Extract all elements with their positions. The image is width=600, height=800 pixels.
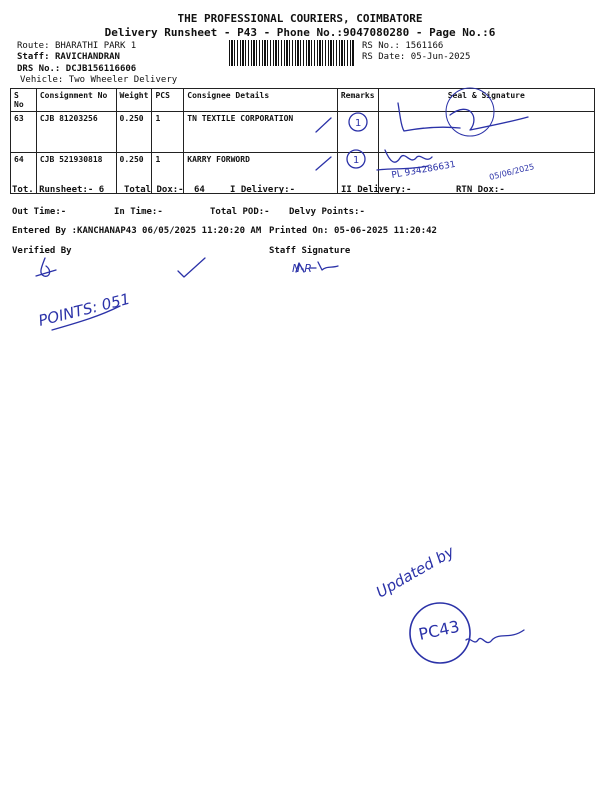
verifier-signature	[36, 258, 56, 276]
out-time: Out Time:-	[12, 207, 67, 217]
cell-weight: 0.250	[116, 153, 152, 194]
staff-initials: N-R	[292, 262, 312, 275]
remark-digit: 1	[353, 155, 360, 166]
company-title: THE PROFESSIONAL COURIERS, COIMBATORE	[177, 12, 423, 25]
col-consignment: Consignment No	[36, 89, 116, 112]
cell-pcs: 1	[152, 112, 184, 153]
tick-mark	[178, 258, 205, 277]
phone-note: PL 934286631	[390, 159, 457, 181]
route-value: BHARATHI PARK 1	[54, 41, 137, 51]
cell-consignment: CJB 81203256	[36, 112, 116, 153]
tick-mark	[316, 118, 331, 132]
tot-runsheet: Tot. Runsheet:- 6	[12, 185, 105, 195]
ii-delivery: II Delivery:-	[341, 185, 412, 195]
rs-date-value: 05-Jun-2025	[410, 52, 471, 62]
signature	[398, 103, 528, 131]
col-remarks: Remarks	[337, 89, 378, 112]
col-seal: Seal & Signature	[378, 89, 594, 112]
rs-date-label: RS Date:	[362, 52, 406, 62]
points-note: POINTS: 051	[36, 289, 132, 330]
drs-value: DCJB156116606	[65, 64, 137, 74]
verified-by: Verified By	[12, 246, 72, 256]
vehicle-label: Vehicle:	[20, 75, 64, 85]
drs-label: DRS No.:	[17, 64, 61, 74]
initials-scribble	[466, 630, 524, 643]
cell-consignee: KARRY FORWORD	[184, 153, 338, 194]
entered-by: Entered By :KANCHANAP43 06/05/2025 11:20:20 AM	[12, 226, 262, 236]
staff-signature-label: Staff Signature	[269, 246, 351, 256]
total-dox-value: 64	[194, 185, 205, 195]
total-dox-label: Total Dox:-	[124, 185, 184, 195]
cell-consignee: TN TEXTILE CORPORATION	[184, 112, 338, 153]
cell-pcs: 1	[152, 153, 184, 194]
cell-sno: 64	[11, 153, 37, 194]
i-delivery: I Delivery:-	[230, 185, 296, 195]
col-consignee: Consignee Details	[184, 89, 338, 112]
updated-by-note: Updated by	[373, 542, 458, 602]
col-pcs: PCS	[152, 89, 184, 112]
staff-value: RAVICHANDRAN	[54, 52, 120, 62]
col-sno: S No	[11, 89, 37, 112]
rs-no-value: 1561166	[405, 41, 444, 51]
cell-weight: 0.250	[116, 112, 152, 153]
staff-label: Staff:	[17, 52, 50, 62]
vehicle-value: Two Wheeler Delivery	[68, 75, 178, 85]
total-pod: Total POD:-	[210, 207, 270, 217]
in-time: In Time:-	[114, 207, 163, 217]
remark-digit: 1	[355, 118, 362, 129]
col-weight: Weight	[116, 89, 152, 112]
delvy-points: Delvy Points:-	[289, 207, 365, 217]
cell-consignment: CJB 521930818	[36, 153, 116, 194]
stamp-text: PC43	[416, 616, 462, 644]
rtn-dox: RTN Dox:-	[456, 185, 505, 195]
rs-no-label: RS No.:	[362, 41, 400, 51]
tick-mark	[316, 157, 331, 170]
cell-sno: 63	[11, 112, 37, 153]
printed-on: Printed On: 05-06-2025 11:20:42	[269, 226, 437, 236]
runsheet-subtitle: Delivery Runsheet - P43 - Phone No.:9047080280 - Page No.:6	[104, 26, 496, 39]
date-note: 05/06/2025	[488, 162, 536, 182]
route-label: Route:	[17, 41, 50, 51]
